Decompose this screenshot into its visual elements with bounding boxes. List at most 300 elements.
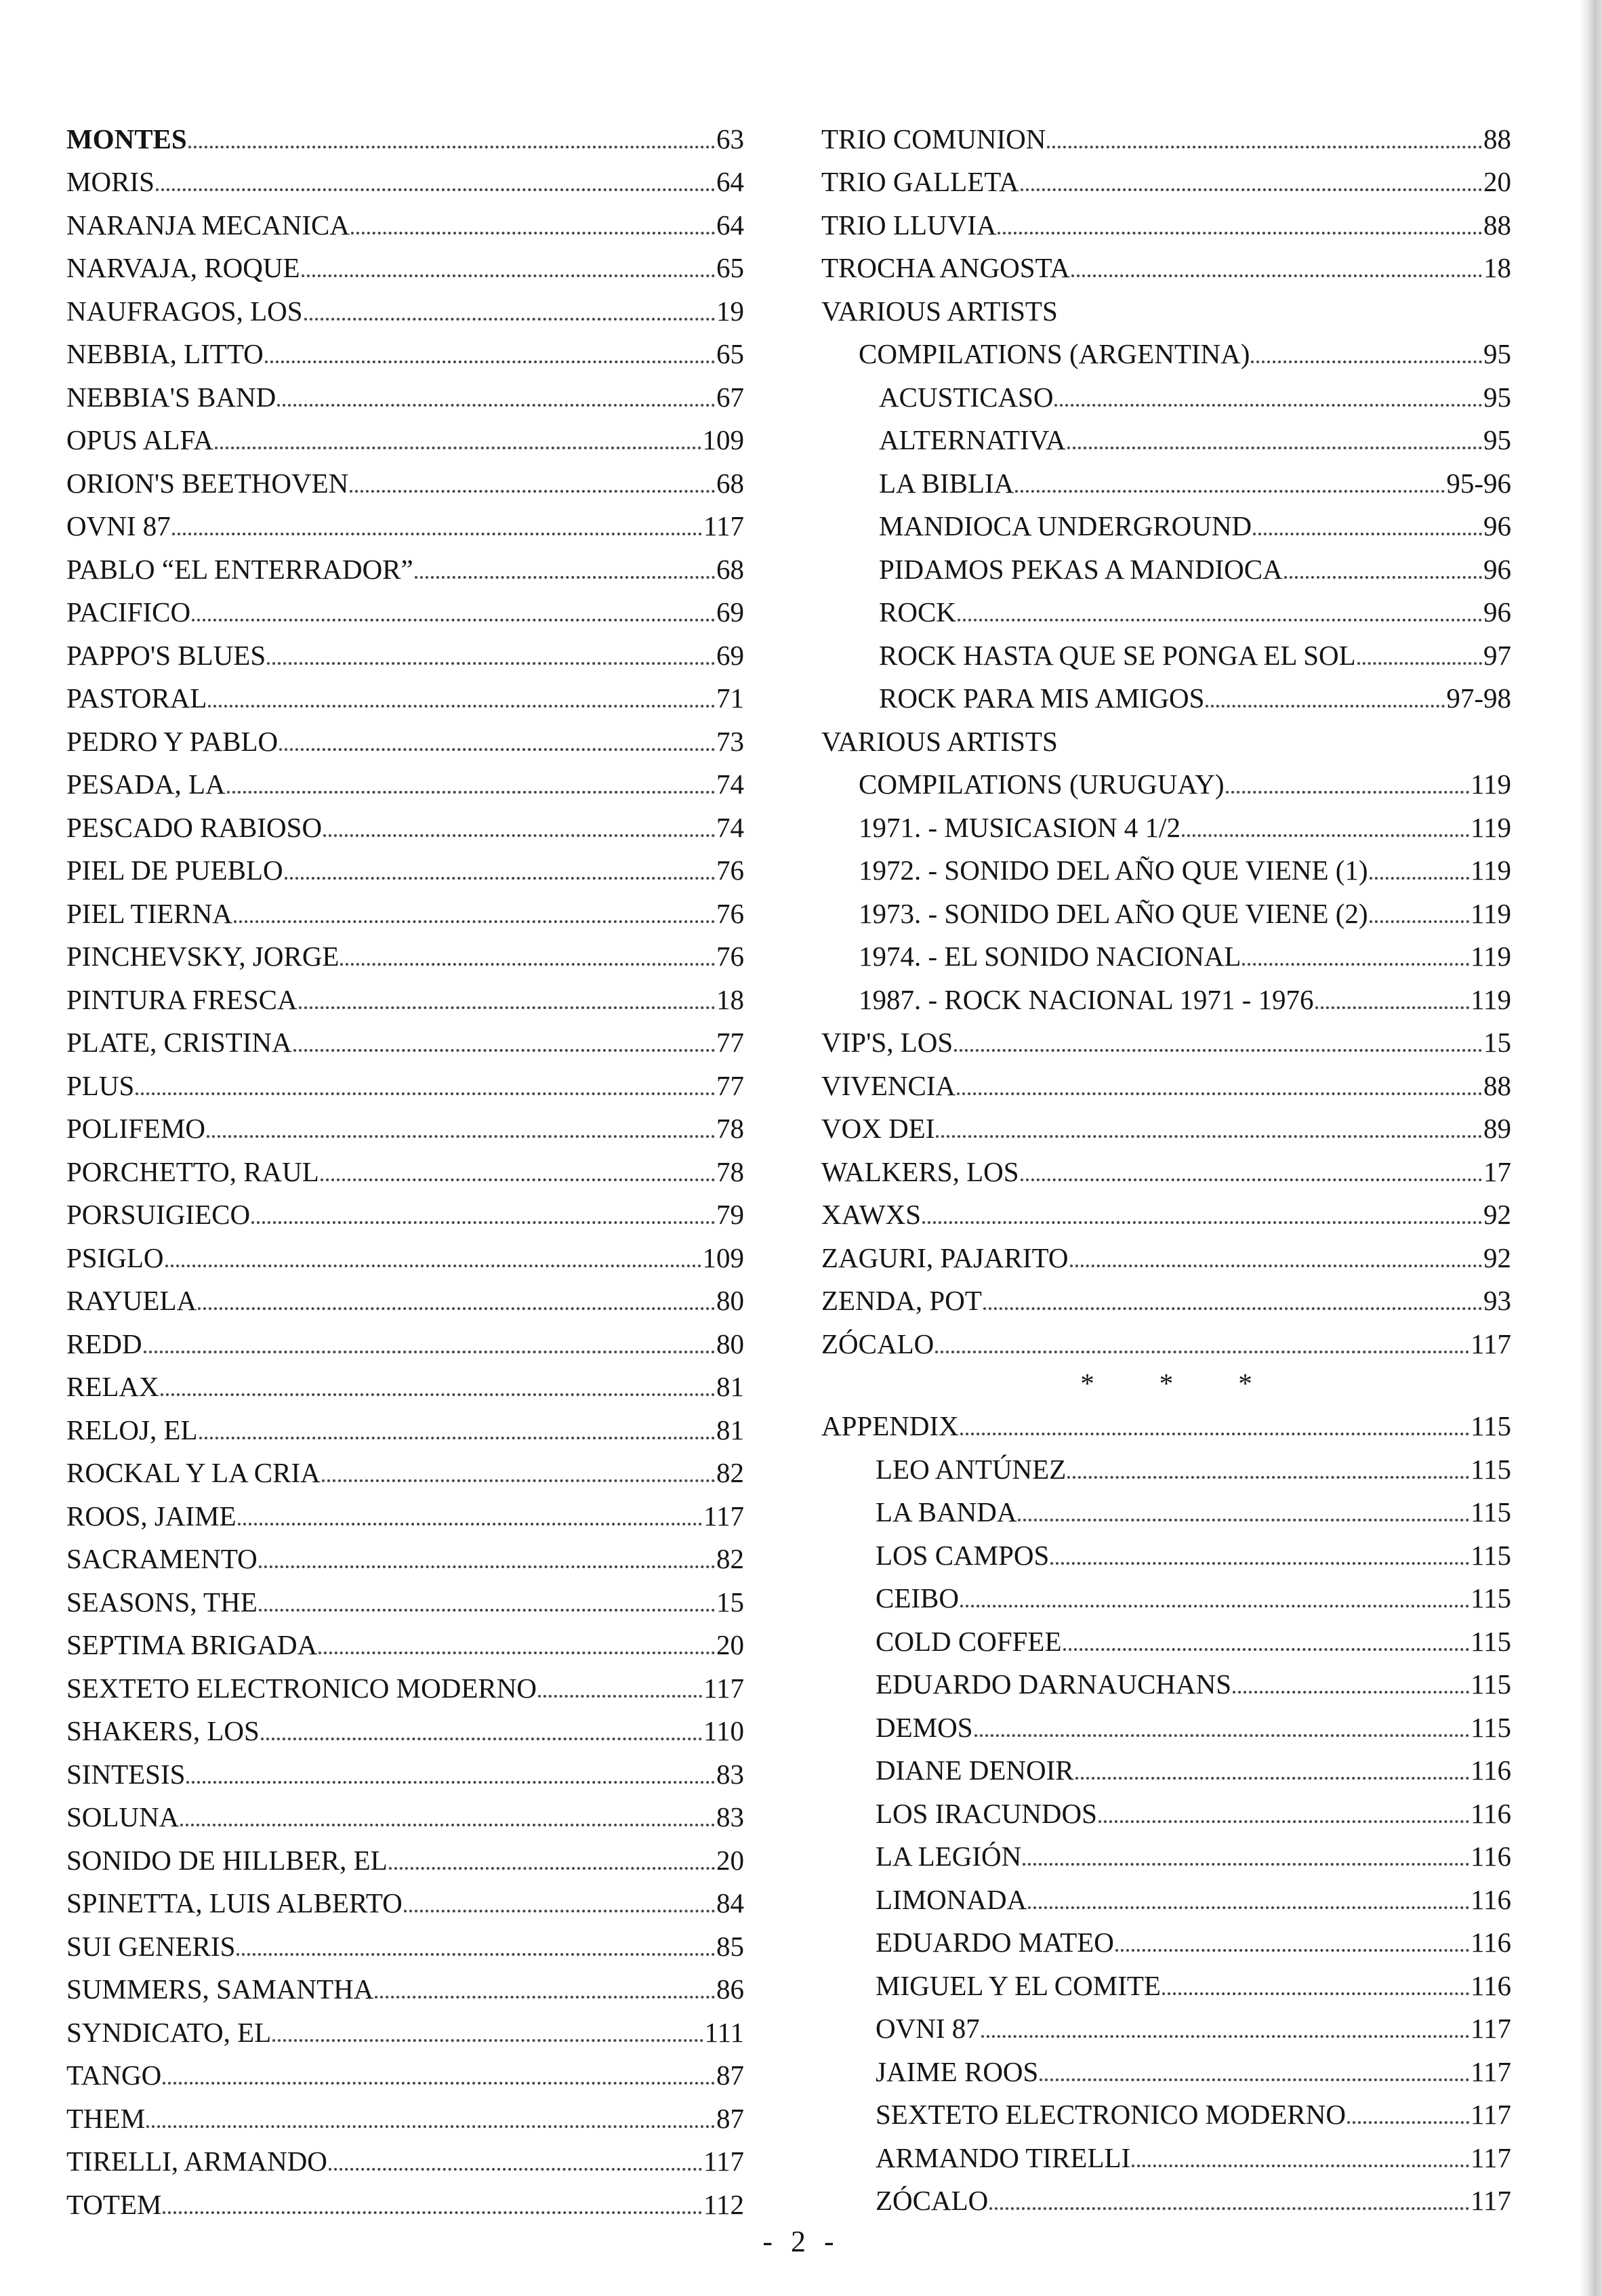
dot-leader	[1370, 877, 1469, 880]
dot-leader	[922, 1221, 1482, 1224]
entry-page-number: 117	[1471, 2141, 1511, 2173]
index-entry	[66, 842, 744, 885]
entry-page-number: 84	[716, 1887, 744, 1919]
page-edge-shadow	[1579, 0, 1602, 2296]
entry-name: COMPILATIONS (URUGUAY)	[859, 768, 1225, 800]
index-column-left	[66, 110, 744, 2219]
entry-page-number: 115	[1471, 1539, 1511, 1571]
dot-leader	[1063, 1648, 1470, 1651]
dot-leader	[1233, 1691, 1469, 1694]
dot-leader	[234, 920, 715, 923]
entry-name: WALKERS, LOS	[821, 1155, 1019, 1187]
index-entry	[821, 1143, 1511, 1186]
entry-page-number: 85	[716, 1930, 744, 1962]
entry-page-number: 116	[1471, 1841, 1511, 1872]
entry-name: PLATE, CRISTINA	[66, 1027, 292, 1058]
index-entry	[66, 153, 744, 197]
index-entry	[66, 497, 744, 541]
index-entry	[66, 1315, 744, 1358]
entry-page-number: 109	[702, 1242, 744, 1273]
dot-leader	[1162, 1992, 1469, 1995]
dot-leader	[954, 1049, 1482, 1052]
dot-leader	[981, 2035, 1469, 2038]
entry-name: XAWXS	[821, 1199, 922, 1230]
dot-leader	[957, 1092, 1482, 1095]
dot-leader	[237, 1953, 715, 1956]
dot-leader	[1347, 2121, 1469, 2124]
entry-name: 1972. - SONIDO DEL AÑO QUE VIENE (1)	[859, 855, 1368, 886]
entry-name: ROCKAL Y LA CRIA	[66, 1457, 321, 1488]
index-entry	[66, 798, 744, 842]
index-entry	[821, 368, 1511, 411]
index-entry	[821, 928, 1511, 971]
entry-name: PORCHETTO, RAUL	[66, 1155, 319, 1187]
dot-leader	[1370, 920, 1469, 923]
index-entry	[821, 756, 1511, 799]
dot-leader	[404, 1910, 715, 1912]
entry-page-number: 117	[703, 1672, 744, 1704]
entry-page-number: 119	[1471, 941, 1511, 972]
entry-name: SEASONS, THE	[66, 1586, 258, 1618]
index-entry	[66, 1229, 744, 1272]
entry-page-number: 18	[716, 983, 744, 1015]
entry-name: 1971. - MUSICASION 4 1/2	[859, 811, 1180, 843]
dot-leader	[304, 318, 715, 321]
index-entry	[821, 1272, 1511, 1315]
index-entry	[66, 1745, 744, 1788]
dot-leader	[1182, 834, 1469, 837]
dot-leader	[1021, 188, 1482, 191]
entry-page-number: 80	[716, 1328, 744, 1359]
entry-page-number: 88	[1483, 209, 1511, 241]
index-entry	[66, 540, 744, 583]
index-section-heading	[821, 282, 1511, 325]
entry-name: PACIFICO	[66, 596, 191, 628]
index-entry	[66, 1401, 744, 1444]
entry-name: EDUARDO MATEO	[876, 1927, 1114, 1958]
entry-name: LOS IRACUNDOS	[876, 1797, 1097, 1829]
entry-page-number: 87	[716, 2102, 744, 2134]
entry-name: MORIS	[66, 166, 155, 197]
entry-name: SUMMERS, SAMANTHA	[66, 1973, 374, 2005]
index-entry	[66, 2089, 744, 2133]
entry-page-number: 83	[716, 1801, 744, 1832]
entry-name: VARIOUS ARTISTS	[821, 295, 1058, 327]
dot-leader	[192, 619, 715, 621]
dot-leader	[188, 146, 715, 148]
entry-page-number: 68	[716, 467, 744, 499]
index-entry	[821, 1570, 1511, 1613]
index-entry	[66, 884, 744, 928]
separator-star: *	[1080, 1367, 1094, 1399]
index-entry	[66, 454, 744, 497]
entry-page-number: 116	[1471, 1969, 1511, 2001]
entry-name: RELOJ, EL	[66, 1414, 198, 1446]
dot-leader	[1226, 791, 1470, 794]
dot-leader	[285, 877, 715, 880]
dot-leader	[272, 2039, 703, 2042]
dot-leader	[1040, 2078, 1469, 2081]
entry-name: MIGUEL Y EL COMITE	[876, 1969, 1161, 2001]
index-entry	[821, 497, 1511, 541]
entry-name: LIMONADA	[876, 1883, 1027, 1915]
index-entry	[821, 196, 1511, 239]
index-entry	[66, 2003, 744, 2047]
entry-name: 1987. - ROCK NACIONAL 1971 - 1976	[859, 983, 1314, 1015]
index-entry	[821, 884, 1511, 928]
index-entry	[66, 2175, 744, 2219]
index-entry	[66, 1186, 744, 1229]
dot-leader	[415, 576, 715, 579]
entry-name: NEBBIA, LITTO	[66, 338, 264, 369]
entry-page-number: 119	[1471, 855, 1511, 886]
dot-leader	[1018, 1519, 1469, 1521]
index-entry	[821, 970, 1511, 1014]
index-section-heading	[821, 712, 1511, 756]
entry-page-number: 95	[1483, 338, 1511, 369]
entry-page-number: 83	[716, 1758, 744, 1790]
index-entry	[821, 1014, 1511, 1057]
index-entry	[66, 368, 744, 411]
dot-leader	[146, 2125, 715, 2128]
entry-page-number: 82	[716, 1457, 744, 1488]
entry-name: RAYUELA	[66, 1285, 197, 1316]
index-entry	[66, 1057, 744, 1100]
index-entry	[66, 583, 744, 627]
entry-page-number: 88	[1483, 123, 1511, 155]
entry-page-number: 69	[716, 639, 744, 671]
entry-name: NAUFRAGOS, LOS	[66, 295, 303, 327]
entry-page-number: 82	[716, 1543, 744, 1574]
entry-name: ARMANDO TIRELLI	[876, 2141, 1131, 2173]
dot-leader	[351, 232, 715, 234]
entry-page-number: 115	[1471, 1453, 1511, 1485]
dot-leader	[277, 404, 715, 407]
dot-leader	[1070, 1265, 1483, 1267]
dot-leader	[936, 1135, 1482, 1138]
index-entry	[821, 1229, 1511, 1272]
index-entry	[66, 325, 744, 369]
dot-leader	[1015, 490, 1445, 493]
entry-name: ROOS, JAIME	[66, 1500, 237, 1532]
entry-page-number: 76	[716, 897, 744, 929]
entry-page-number: 117	[703, 1500, 744, 1532]
entry-page-number: 115	[1471, 1668, 1511, 1700]
entry-page-number: 116	[1471, 1927, 1511, 1958]
entry-name: TRIO COMUNION	[821, 123, 1046, 155]
entry-name: OPUS ALFA	[66, 424, 213, 455]
index-entry	[821, 2086, 1511, 2129]
entry-page-number: 15	[716, 1586, 744, 1618]
index-entry	[821, 1742, 1511, 1785]
entry-page-number: 76	[716, 855, 744, 886]
dot-leader	[215, 447, 701, 449]
dot-leader	[1284, 576, 1482, 579]
entry-page-number: 119	[1471, 983, 1511, 1015]
index-entry	[821, 1914, 1511, 1957]
index-entry	[821, 798, 1511, 842]
entry-page-number: 95	[1483, 424, 1511, 455]
entry-name: SHAKERS, LOS	[66, 1715, 260, 1746]
dot-leader	[340, 963, 715, 966]
index-entry	[821, 540, 1511, 583]
dot-leader	[322, 1479, 715, 1482]
entry-name: ROCK PARA MIS AMIGOS	[879, 682, 1205, 714]
entry-name: MANDIOCA UNDERGROUND	[879, 510, 1252, 541]
entry-name: VIVENCIA	[821, 1069, 956, 1101]
entry-page-number: 81	[716, 1414, 744, 1446]
index-entry	[66, 626, 744, 670]
entry-page-number: 64	[716, 166, 744, 197]
entry-name: TROCHA ANGOSTA	[821, 252, 1070, 283]
index-entry	[821, 454, 1511, 497]
index-entry	[821, 1656, 1511, 1699]
dot-leader	[227, 791, 715, 794]
entry-page-number: 119	[1471, 897, 1511, 929]
entry-name: LA BIBLIA	[879, 467, 1014, 499]
dot-leader	[935, 1351, 1469, 1353]
entry-page-number: 88	[1483, 1069, 1511, 1101]
entry-page-number: 77	[716, 1069, 744, 1101]
entry-name: PINTURA FRESCA	[66, 983, 297, 1015]
index-entry	[66, 1444, 744, 1488]
entry-name: JAIME ROOS	[876, 2055, 1039, 2087]
entry-page-number: 96	[1483, 510, 1511, 541]
entry-name: APPENDIX	[821, 1410, 959, 1441]
entry-page-number: 20	[716, 1844, 744, 1876]
index-entry	[821, 1828, 1511, 1871]
dot-leader	[165, 1265, 701, 1267]
entry-name: PEDRO Y PABLO	[66, 725, 279, 757]
entry-name: TIRELLI, ARMANDO	[66, 2146, 327, 2177]
dot-leader	[293, 1049, 715, 1052]
index-entry	[66, 2047, 744, 2090]
index-entry	[821, 1100, 1511, 1143]
entry-page-number: 65	[716, 338, 744, 369]
entry-name: VARIOUS ARTISTS	[821, 725, 1058, 757]
entry-page-number: 115	[1471, 1496, 1511, 1528]
entry-name: ZÓCALO	[876, 2185, 989, 2216]
entry-page-number: 20	[1483, 166, 1511, 197]
index-entry	[821, 2000, 1511, 2043]
entry-page-number: 17	[1483, 1155, 1511, 1187]
index-entry	[821, 239, 1511, 283]
dot-leader	[974, 1734, 1469, 1737]
index-entry	[66, 110, 744, 153]
entry-name: CEIBO	[876, 1582, 959, 1614]
entry-name: PABLO “EL ENTERRADOR”	[66, 553, 413, 585]
entry-page-number: 110	[703, 1715, 744, 1746]
entry-name: SACRAMENTO	[66, 1543, 258, 1574]
dot-leader	[1023, 1863, 1469, 1866]
entry-name: PIEL DE PUEBLO	[66, 855, 283, 886]
entry-name: RELAX	[66, 1371, 159, 1402]
entry-name: ZENDA, POT	[821, 1285, 982, 1316]
entry-name: PAPPO'S BLUES	[66, 639, 266, 671]
entry-page-number: 64	[716, 209, 744, 241]
entry-name: PIEL TIERNA	[66, 897, 232, 929]
entry-page-number: 80	[716, 1285, 744, 1316]
dot-leader	[983, 1307, 1482, 1310]
entry-page-number: 20	[716, 1629, 744, 1660]
entry-page-number: 78	[716, 1155, 744, 1187]
index-entry	[821, 583, 1511, 627]
index-entry	[821, 1440, 1511, 1483]
index-entry	[66, 1659, 744, 1702]
dot-leader	[1115, 1949, 1469, 1952]
entry-name: NARANJA MECANICA	[66, 209, 350, 241]
dot-leader	[998, 232, 1482, 234]
index-entry	[821, 325, 1511, 369]
entry-page-number: 15	[1483, 1027, 1511, 1058]
dot-leader	[319, 1652, 715, 1654]
index-list-artists	[821, 110, 1511, 1358]
dot-leader	[279, 748, 715, 751]
entry-name: SUI GENERIS	[66, 1930, 236, 1962]
index-entry	[821, 1397, 1511, 1441]
dot-leader	[172, 533, 702, 535]
entry-page-number: 116	[1471, 1755, 1511, 1786]
entry-name: SYNDICATO, EL	[66, 2016, 272, 2048]
entry-name: ZAGURI, PAJARITO	[821, 1242, 1069, 1273]
entry-name: LA LEGIÓN	[876, 1841, 1022, 1872]
entry-name: COMPILATIONS (ARGENTINA)	[859, 338, 1250, 369]
entry-name: ALTERNATIVA	[879, 424, 1066, 455]
dot-leader	[1242, 963, 1469, 966]
entry-page-number: 119	[1471, 811, 1511, 843]
index-entry	[821, 1784, 1511, 1828]
entry-page-number: 65	[716, 252, 744, 283]
entry-page-number: 97	[1483, 639, 1511, 671]
dot-leader	[238, 1523, 702, 1525]
dot-leader	[1098, 1820, 1469, 1823]
entry-name: MONTES	[66, 123, 187, 155]
dot-leader	[329, 2168, 702, 2171]
index-entry	[66, 196, 744, 239]
dot-leader	[1067, 1476, 1469, 1479]
entry-name: DIANE DENOIR	[876, 1755, 1074, 1786]
dot-leader	[1021, 1178, 1482, 1181]
dot-leader	[1315, 1006, 1469, 1009]
dot-leader	[198, 1307, 715, 1310]
dot-leader	[208, 705, 715, 708]
index-entry	[66, 1874, 744, 1918]
index-entry	[66, 970, 744, 1014]
index-entry	[66, 411, 744, 455]
entry-page-number: 92	[1483, 1242, 1511, 1273]
entry-name: PESADA, LA	[66, 768, 226, 800]
dot-leader	[375, 1996, 715, 1998]
dot-leader	[323, 834, 715, 837]
entry-name: SPINETTA, LUIS ALBERTO	[66, 1887, 403, 1919]
dot-leader	[144, 1351, 715, 1353]
index-entry	[821, 110, 1511, 153]
entry-page-number: 115	[1471, 1625, 1511, 1657]
entry-page-number: 117	[703, 2146, 744, 2177]
entry-name: ORION'S BEETHOVEN	[66, 467, 349, 499]
entry-page-number: 117	[1471, 2099, 1511, 2130]
dot-leader	[989, 2207, 1469, 2210]
index-entry	[821, 1698, 1511, 1742]
dot-leader	[180, 1824, 715, 1826]
entry-page-number: 63	[716, 123, 744, 155]
index-list-appendix	[821, 1397, 1511, 2215]
entry-name: 1973. - SONIDO DEL AÑO QUE VIENE (2)	[859, 897, 1368, 929]
index-entry	[66, 1616, 744, 1660]
dot-leader	[1054, 404, 1482, 407]
entry-name: SEPTIMA BRIGADA	[66, 1629, 318, 1660]
entry-page-number: 78	[716, 1113, 744, 1144]
entry-name: TOTEM	[66, 2188, 162, 2220]
entry-name: TRIO GALLETA	[821, 166, 1019, 197]
entry-name: VIP'S, LOS	[821, 1027, 953, 1058]
index-entry	[66, 1702, 744, 1746]
entry-name: SEXTETO ELECTRONICO MODERNO	[876, 2099, 1346, 2130]
entry-page-number: 111	[704, 2016, 744, 2048]
index-entry	[66, 756, 744, 799]
entry-page-number: 87	[716, 2059, 744, 2091]
index-entry	[821, 1057, 1511, 1100]
index-entry	[66, 1100, 744, 1143]
index-entry	[66, 928, 744, 971]
entry-page-number: 71	[716, 682, 744, 714]
entry-name: SINTESIS	[66, 1758, 186, 1790]
index-entry	[66, 1358, 744, 1401]
entry-page-number: 92	[1483, 1199, 1511, 1230]
entry-page-number: 67	[716, 381, 744, 413]
entry-name: EDUARDO DARNAUCHANS	[876, 1668, 1232, 1700]
dot-leader	[207, 1135, 715, 1138]
dot-leader	[1047, 146, 1482, 148]
index-entry	[66, 1917, 744, 1961]
entry-page-number: 86	[716, 1973, 744, 2005]
entry-name: DEMOS	[876, 1711, 973, 1743]
entry-page-number: 117	[703, 510, 744, 541]
dot-leader	[186, 1781, 715, 1784]
entry-name: TRIO LLUVIA	[821, 209, 997, 241]
entry-name: TANGO	[66, 2059, 162, 2091]
entry-name: PINCHEVSKY, JORGE	[66, 941, 340, 972]
dot-leader	[259, 1609, 715, 1612]
entry-page-number: 112	[703, 2188, 744, 2220]
entry-page-number: 81	[716, 1371, 744, 1402]
dot-leader	[958, 619, 1482, 621]
entry-page-number: 115	[1471, 1582, 1511, 1614]
entry-name: THEM	[66, 2102, 146, 2134]
index-entry	[66, 282, 744, 325]
entry-page-number: 19	[716, 295, 744, 327]
dot-leader	[1075, 1777, 1469, 1780]
index-entry	[821, 670, 1511, 713]
index-entry	[821, 2172, 1511, 2215]
entry-name: SEXTETO ELECTRONICO MODERNO	[66, 1672, 537, 1704]
index-entry	[821, 2043, 1511, 2086]
entry-page-number: 95-96	[1446, 467, 1511, 499]
page-number: - 2 -	[762, 2225, 840, 2258]
entry-name: REDD	[66, 1328, 142, 1359]
entry-page-number: 69	[716, 596, 744, 628]
index-entry	[66, 1788, 744, 1832]
entry-page-number: 74	[716, 768, 744, 800]
dot-leader	[350, 490, 715, 493]
index-entry	[66, 1014, 744, 1057]
index-entry	[821, 1956, 1511, 2000]
entry-name: SONIDO DE HILLBER, EL	[66, 1844, 388, 1876]
entry-page-number: 117	[1471, 2055, 1511, 2087]
entry-name: ZÓCALO	[821, 1328, 934, 1359]
entry-name: VOX DEI	[821, 1113, 935, 1144]
entry-name: LEO ANTÚNEZ	[876, 1453, 1067, 1485]
